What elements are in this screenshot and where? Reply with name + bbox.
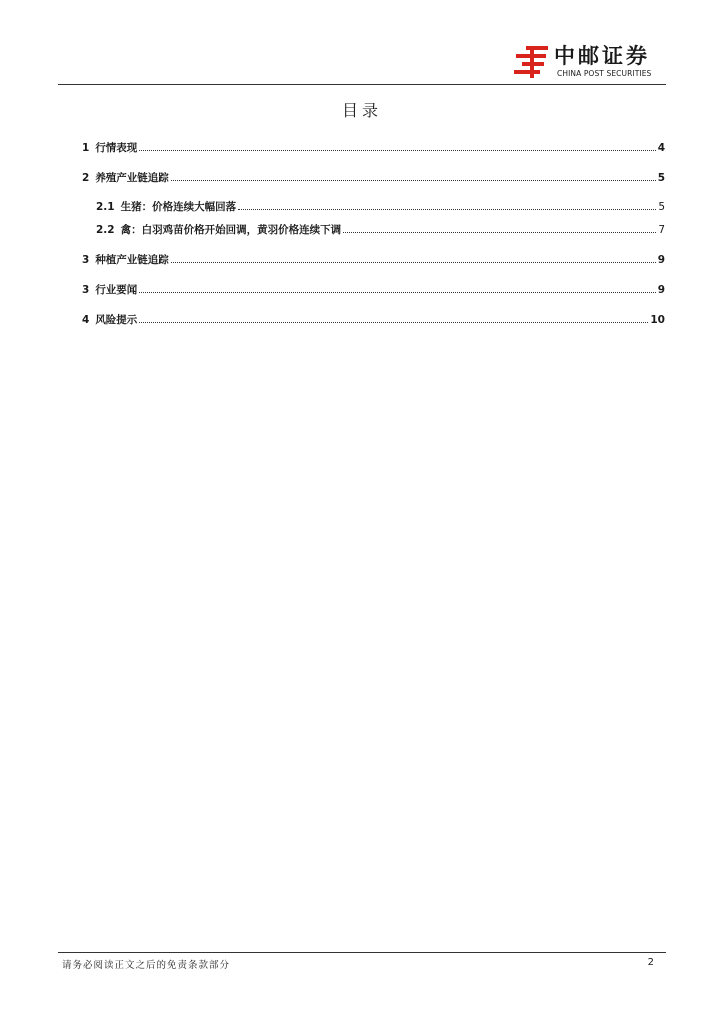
toc-leader-dots bbox=[238, 200, 656, 210]
disclaimer-note: 请务必阅读正文之后的免责条款部分 bbox=[62, 960, 231, 971]
toc-leader-dots bbox=[139, 141, 655, 151]
toc-entry[interactable] bbox=[96, 200, 665, 214]
header-divider bbox=[58, 84, 666, 85]
china-post-logo-icon bbox=[512, 44, 552, 80]
toc-entry-page: 4 bbox=[657, 142, 665, 154]
toc-leader-dots bbox=[139, 283, 655, 293]
toc-entry-number: 2.1 bbox=[96, 201, 115, 213]
page-number: 2 bbox=[647, 957, 654, 968]
toc-entry[interactable] bbox=[82, 141, 665, 155]
toc-entry[interactable] bbox=[82, 253, 665, 267]
toc-entry-text: 养殖产业链追踪 bbox=[95, 172, 169, 184]
toc-entry-text: 行业要闻 bbox=[95, 284, 138, 296]
toc-entry-page: 5 bbox=[657, 172, 665, 184]
toc-entry-text: 种植产业链追踪 bbox=[95, 254, 169, 266]
company-logo bbox=[512, 42, 672, 82]
logo-english-text: CHINA POST SECURITIES bbox=[557, 69, 652, 78]
toc-entry-number: 3 bbox=[82, 284, 90, 296]
toc-leader-dots bbox=[343, 223, 656, 233]
toc-entry-text: 生猪：价格连续大幅回落 bbox=[120, 201, 237, 213]
toc-entry[interactable] bbox=[82, 283, 665, 297]
toc-entry-page: 9 bbox=[657, 284, 665, 296]
toc-entry-page: 5 bbox=[658, 201, 665, 213]
footer-divider bbox=[58, 952, 666, 953]
toc-entry-text: 风险提示 bbox=[95, 314, 138, 326]
toc-entry-text: 禽：白羽鸡苗价格开始回调，黄羽价格连续下调 bbox=[120, 224, 342, 236]
toc-entry[interactable] bbox=[82, 313, 665, 327]
toc-entry-page: 9 bbox=[657, 254, 665, 266]
toc-entry-number: 2.2 bbox=[96, 224, 115, 236]
toc-leader-dots bbox=[171, 253, 656, 263]
toc-title: 目录 bbox=[341, 101, 382, 120]
toc-leader-dots bbox=[171, 171, 656, 181]
toc-entry[interactable] bbox=[96, 223, 665, 237]
toc-entry-text: 行情表现 bbox=[95, 142, 138, 154]
toc-entry[interactable] bbox=[82, 171, 665, 185]
toc-entry-number: 2 bbox=[82, 172, 90, 184]
logo-chinese-text: 中邮证券 bbox=[554, 44, 650, 68]
toc-entry-page: 10 bbox=[650, 314, 665, 326]
toc-leader-dots bbox=[139, 313, 648, 323]
toc-entry-number: 4 bbox=[82, 314, 90, 326]
toc-entry-number: 1 bbox=[82, 142, 90, 154]
toc-entry-page: 7 bbox=[658, 224, 665, 236]
toc-entry-number: 3 bbox=[82, 254, 90, 266]
